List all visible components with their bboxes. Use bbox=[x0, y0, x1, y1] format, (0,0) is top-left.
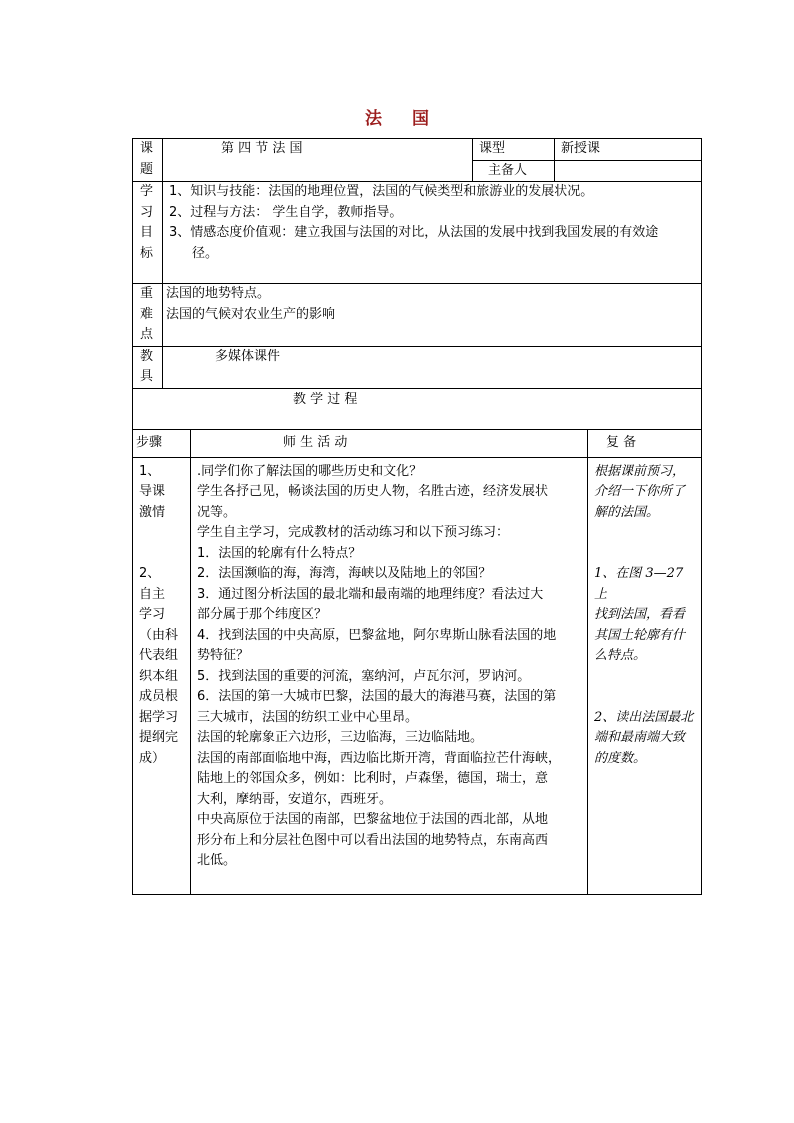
key-point-item: 法国的地势特点。 bbox=[166, 286, 271, 301]
col-notes-header: 复 备 bbox=[588, 429, 702, 457]
steps-column bbox=[133, 457, 191, 894]
activity-line: 形分布上和分层社色图中可以看出法国的地势特点，东南高西 bbox=[197, 832, 549, 848]
activity-line: 况等。 bbox=[197, 504, 237, 520]
objective-item: 1、知识与技能：法国的地理位置，法国的气候类型和旅游业的发展状况。 bbox=[169, 184, 594, 199]
activity-line: 3．通过图分析法国的最北端和最南端的地理纬度？看法过大 bbox=[197, 586, 544, 602]
activity-line: 学生自主学习，完成教材的活动练习和以下预习练习： bbox=[197, 525, 510, 540]
activity-line: .同学们你了解法国的哪些历史和文化？ bbox=[197, 463, 423, 479]
note-line: 介绍一下你所了 bbox=[594, 484, 686, 499]
activity-line: 部分属于那个纬度区？ bbox=[197, 607, 328, 622]
note-line: 的度数。 bbox=[594, 750, 647, 766]
activities-column bbox=[191, 457, 588, 894]
activity-line: 学生各抒己见，畅谈法国的历史人物，名胜古迹，经济发展状 bbox=[197, 484, 549, 499]
teaching-aids-label: 教 具 bbox=[133, 346, 163, 388]
activity-line: 陆地上的邻国众多，例如：比利时，卢森堡，德国，瑞士，意 bbox=[197, 771, 549, 786]
activity-line: 5．找到法国的重要的河流，塞纳河，卢瓦尔河，罗讷河。 bbox=[197, 668, 531, 684]
step-line: 成员根 bbox=[139, 689, 179, 704]
objective-item: 3、情感态度价值观：建立我国与法国的对比，从法国的发展中找到我国发展的有效途 bbox=[169, 225, 659, 240]
preparer-value bbox=[555, 160, 702, 182]
step-line: （由科 bbox=[139, 627, 179, 643]
key-points-content bbox=[163, 284, 702, 347]
col-activities-header: 师 生 活 动 bbox=[191, 429, 588, 457]
note-line: 其国土轮廓有什 bbox=[594, 627, 686, 643]
step-line: 提纲完 bbox=[139, 730, 179, 745]
teaching-process-table bbox=[132, 388, 702, 895]
note-line: 解的法国。 bbox=[594, 504, 660, 520]
topic-value: 第 四 节 法 国 bbox=[163, 139, 473, 182]
objective-item: 径。 bbox=[192, 245, 219, 261]
objectives-content bbox=[163, 182, 702, 284]
activity-line: 4．找到法国的中央高原，巴黎盆地，阿尔卑斯山脉看法国的地 bbox=[197, 627, 557, 643]
step-line: 成） bbox=[139, 750, 166, 766]
preparer-label: 主备人 bbox=[473, 160, 555, 182]
lesson-type-value: 新授课 bbox=[555, 139, 702, 161]
activity-line: 6．法国的第一大城市巴黎，法国的最大的海港马赛，法国的第 bbox=[197, 689, 557, 704]
note-line: 2、读出法国最北 bbox=[594, 709, 694, 725]
activity-line: 1．法国的轮廓有什么特点？ bbox=[197, 545, 362, 561]
activity-line: 三大城市，法国的纺织工业中心里昂。 bbox=[197, 709, 419, 725]
topic-label: 课 题 bbox=[133, 139, 163, 182]
activity-line: 2．法国濒临的海，海湾，海峡以及陆地上的邻国？ bbox=[197, 566, 492, 581]
activity-line: 势特征？ bbox=[197, 648, 250, 663]
note-line: 么特点。 bbox=[594, 648, 647, 663]
objectives-label: 学 习 目 标 bbox=[133, 182, 163, 284]
step-line: 激情 bbox=[139, 504, 166, 520]
step-line: 自主 bbox=[139, 586, 166, 602]
step-line: 学习 bbox=[139, 607, 166, 622]
key-point-item: 法国的气候对农业生产的影响 bbox=[166, 306, 336, 322]
teaching-aids-value: 多媒体课件 bbox=[163, 346, 702, 388]
step-line: 1、 bbox=[139, 463, 161, 479]
activity-line: 中央高原位于法国的南部，巴黎盆地位于法国的西北部，从地 bbox=[197, 812, 549, 827]
col-steps-header: 步骤 bbox=[133, 429, 191, 457]
step-line: 织本组 bbox=[139, 668, 179, 684]
key-points-label: 重 难 点 bbox=[133, 284, 163, 347]
activity-line: 法国的轮廓象正六边形，三边临海，三边临陆地。 bbox=[197, 730, 484, 745]
note-line: 找到法国，看看 bbox=[594, 607, 686, 622]
note-line: 1、在图 3—27 上 bbox=[594, 566, 684, 602]
step-line: 据学习 bbox=[139, 709, 179, 725]
page-title: 法 国 bbox=[365, 109, 441, 129]
objective-item: 2、过程与方法： 学生自学，教师指导。 bbox=[169, 204, 403, 220]
notes-column bbox=[588, 457, 702, 894]
activity-line: 大利，摩纳哥，安道尔，西班牙。 bbox=[197, 791, 393, 807]
step-line: 2、 bbox=[139, 566, 161, 581]
lesson-info-table bbox=[132, 138, 702, 389]
lesson-type-label: 课型 bbox=[473, 139, 555, 161]
step-line: 导课 bbox=[139, 484, 166, 499]
note-line: 根据课前预习， bbox=[594, 463, 686, 479]
activity-line: 北低。 bbox=[197, 853, 237, 868]
activity-line: 法国的南部面临地中海，西边临比斯开湾，背面临拉芒什海峡， bbox=[197, 750, 562, 766]
process-heading: 教 学 过 程 bbox=[133, 388, 702, 429]
note-line: 端和最南端大致 bbox=[594, 730, 686, 745]
step-line: 代表组 bbox=[139, 648, 179, 663]
